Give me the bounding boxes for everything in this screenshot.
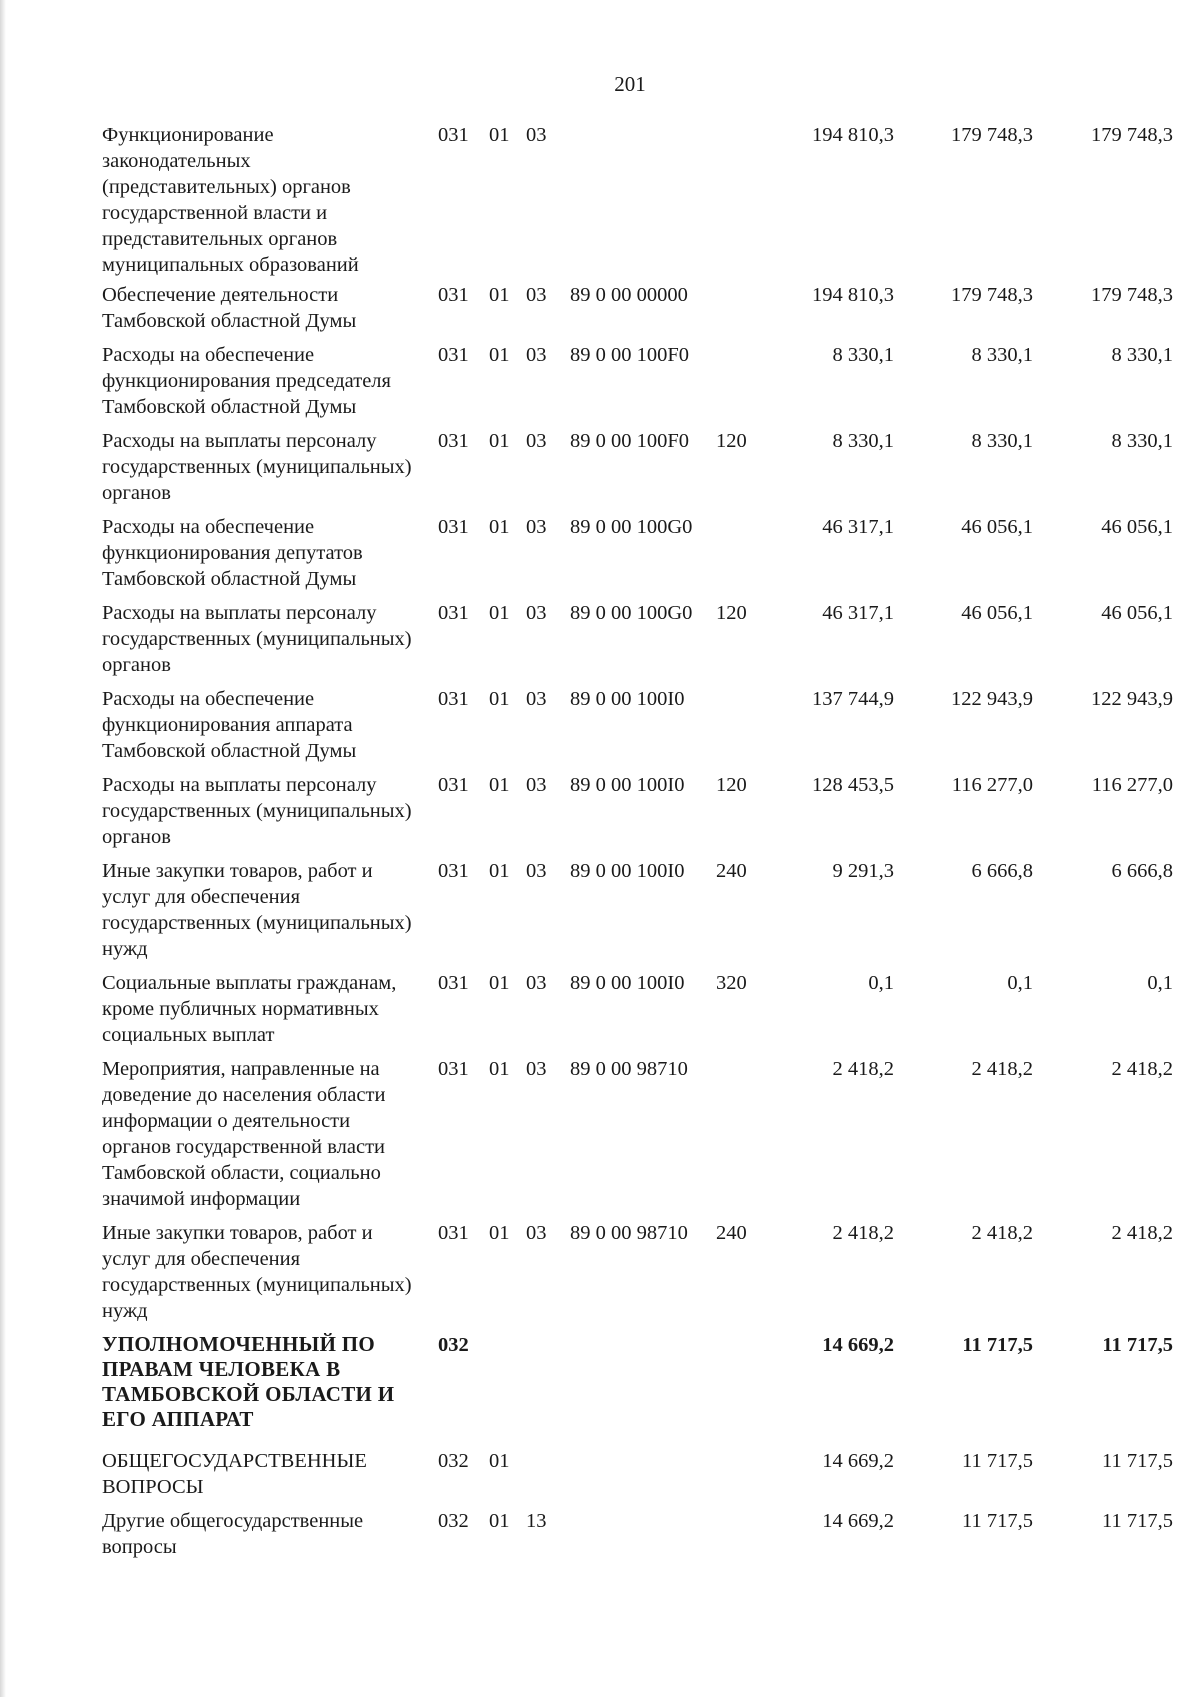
row-admin-code: 032 [438, 1334, 469, 1356]
row-amount-3: 2 418,2 [1111, 1222, 1173, 1244]
row-subsection: 03 [526, 430, 547, 452]
row-admin-code: 031 [438, 344, 469, 366]
row-amount-2: 0,1 [1007, 972, 1033, 994]
row-name: Расходы на выплаты персоналу государственных (муниципальных) органов [102, 774, 412, 848]
row-name: УПОЛНОМОЧЕННЫЙ ПО ПРАВАМ ЧЕЛОВЕКА В ТАМБОВСКОЙ ОБЛАСТИ И ЕГО АППАРАТ [102, 1332, 395, 1431]
row-subsection: 03 [526, 516, 547, 538]
row-expense-type: 240 [716, 1222, 747, 1244]
row-expense-type: 120 [716, 602, 747, 624]
row-amount-3: 6 666,8 [1111, 860, 1173, 882]
row-section: 01 [489, 972, 510, 994]
row-target-code: 89 0 00 100I0 [570, 774, 685, 796]
row-admin-code: 031 [438, 1058, 469, 1080]
row-section: 01 [489, 344, 510, 366]
row-target-code: 89 0 00 98710 [570, 1058, 688, 1080]
row-amount-1: 128 453,5 [812, 774, 894, 796]
row-name: Расходы на обеспечение функционирования председателя Тамбовской областной Думы [102, 344, 391, 418]
row-subsection: 13 [526, 1510, 547, 1532]
row-amount-2: 11 717,5 [962, 1510, 1033, 1532]
row-subsection: 03 [526, 688, 547, 710]
row-subsection: 03 [526, 774, 547, 796]
row-target-code: 89 0 00 100I0 [570, 972, 685, 994]
row-amount-3: 8 330,1 [1111, 430, 1173, 452]
row-name: Расходы на обеспечение функционирования аппарата Тамбовской областной Думы [102, 688, 357, 762]
row-amount-2: 46 056,1 [961, 516, 1033, 538]
row-amount-1: 2 418,2 [832, 1058, 894, 1080]
row-admin-code: 031 [438, 688, 469, 710]
row-amount-1: 9 291,3 [832, 860, 894, 882]
row-name: Расходы на выплаты персоналу государственных (муниципальных) органов [102, 430, 412, 504]
row-expense-type: 320 [716, 972, 747, 994]
row-section: 01 [489, 602, 510, 624]
row-expense-type: 240 [716, 860, 747, 882]
row-amount-2: 122 943,9 [951, 688, 1033, 710]
row-admin-code: 031 [438, 972, 469, 994]
row-target-code: 89 0 00 100F0 [570, 344, 690, 366]
page-number: 201 [614, 72, 646, 96]
row-amount-2: 2 418,2 [971, 1058, 1033, 1080]
row-target-code: 89 0 00 98710 [570, 1222, 688, 1244]
row-name: Иные закупки товаров, работ и услуг для обеспечения государственных (муниципальных) нужд [102, 860, 412, 960]
row-admin-code: 032 [438, 1450, 469, 1472]
row-amount-1: 194 810,3 [812, 284, 894, 306]
row-subsection: 03 [526, 344, 547, 366]
row-amount-2: 179 748,3 [951, 284, 1033, 306]
row-amount-2: 179 748,3 [951, 124, 1033, 146]
row-admin-code: 031 [438, 430, 469, 452]
row-target-code: 89 0 00 100I0 [570, 688, 685, 710]
row-subsection: 03 [526, 860, 547, 882]
row-amount-2: 6 666,8 [971, 860, 1033, 882]
row-target-code: 89 0 00 100G0 [570, 602, 693, 624]
row-subsection: 03 [526, 972, 547, 994]
row-section: 01 [489, 688, 510, 710]
row-section: 01 [489, 774, 510, 796]
row-name: Расходы на выплаты персоналу государственных (муниципальных) органов [102, 602, 412, 676]
row-amount-3: 8 330,1 [1111, 344, 1173, 366]
row-amount-1: 2 418,2 [832, 1222, 894, 1244]
row-subsection: 03 [526, 284, 547, 306]
row-subsection: 03 [526, 1222, 547, 1244]
row-subsection: 03 [526, 602, 547, 624]
row-amount-1: 46 317,1 [822, 516, 894, 538]
row-expense-type: 120 [716, 430, 747, 452]
row-admin-code: 031 [438, 602, 469, 624]
row-amount-2: 11 717,5 [962, 1334, 1033, 1356]
row-amount-3: 122 943,9 [1091, 688, 1173, 710]
row-amount-1: 14 669,2 [822, 1334, 894, 1356]
row-target-code: 89 0 00 100I0 [570, 860, 685, 882]
row-subsection: 03 [526, 1058, 547, 1080]
row-section: 01 [489, 284, 510, 306]
row-target-code: 89 0 00 100G0 [570, 516, 693, 538]
row-admin-code: 031 [438, 860, 469, 882]
row-amount-2: 8 330,1 [971, 344, 1033, 366]
row-amount-3: 11 717,5 [1102, 1334, 1173, 1356]
row-amount-3: 179 748,3 [1091, 284, 1173, 306]
row-section: 01 [489, 1450, 510, 1472]
row-section: 01 [489, 1222, 510, 1244]
row-amount-1: 14 669,2 [822, 1510, 894, 1532]
row-amount-2: 2 418,2 [971, 1222, 1033, 1244]
row-amount-1: 14 669,2 [822, 1450, 894, 1472]
row-amount-3: 46 056,1 [1101, 602, 1173, 624]
row-amount-1: 8 330,1 [832, 430, 894, 452]
row-name: Социальные выплаты гражданам, кроме публичных нормативных социальных выплат [102, 972, 397, 1046]
row-section: 01 [489, 1058, 510, 1080]
row-name: Другие общегосударственные вопросы [102, 1510, 364, 1558]
row-admin-code: 031 [438, 124, 469, 146]
row-admin-code: 032 [438, 1510, 469, 1532]
row-amount-3: 46 056,1 [1101, 516, 1173, 538]
row-amount-3: 116 277,0 [1091, 774, 1173, 796]
row-amount-1: 0,1 [868, 972, 894, 994]
row-name: Обеспечение деятельности Тамбовской областной Думы [102, 284, 357, 332]
row-name: Иные закупки товаров, работ и услуг для обеспечения государственных (муниципальных) нужд [102, 1222, 412, 1322]
row-name: Мероприятия, направленные на доведение до населения области информации о деятельности органов государственной власти Тамбовской области, социально значимой информации [102, 1058, 386, 1210]
row-target-code: 89 0 00 00000 [570, 284, 688, 306]
row-name: Расходы на обеспечение функционирования депутатов Тамбовской областной Думы [102, 516, 363, 590]
row-admin-code: 031 [438, 284, 469, 306]
row-amount-3: 0,1 [1147, 972, 1173, 994]
row-amount-1: 137 744,9 [812, 688, 894, 710]
row-amount-3: 179 748,3 [1091, 124, 1173, 146]
row-amount-2: 46 056,1 [961, 602, 1033, 624]
row-amount-3: 11 717,5 [1102, 1510, 1173, 1532]
row-section: 01 [489, 124, 510, 146]
row-amount-3: 11 717,5 [1102, 1450, 1173, 1472]
row-name: Функционирование законодательных (представительных) органов государственной власти и представительных органов муниципальных образований [102, 124, 359, 276]
row-amount-3: 2 418,2 [1111, 1058, 1173, 1080]
row-section: 01 [489, 430, 510, 452]
row-section: 01 [489, 1510, 510, 1532]
row-amount-2: 8 330,1 [971, 430, 1033, 452]
row-amount-2: 116 277,0 [951, 774, 1033, 796]
row-expense-type: 120 [716, 774, 747, 796]
row-section: 01 [489, 516, 510, 538]
row-admin-code: 031 [438, 1222, 469, 1244]
row-admin-code: 031 [438, 774, 469, 796]
row-amount-1: 46 317,1 [822, 602, 894, 624]
row-amount-1: 194 810,3 [812, 124, 894, 146]
row-target-code: 89 0 00 100F0 [570, 430, 690, 452]
row-section: 01 [489, 860, 510, 882]
row-admin-code: 031 [438, 516, 469, 538]
row-name: ОБЩЕГОСУДАРСТВЕННЫЕ ВОПРОСЫ [102, 1450, 367, 1498]
row-subsection: 03 [526, 124, 547, 146]
row-amount-2: 11 717,5 [962, 1450, 1033, 1472]
row-amount-1: 8 330,1 [832, 344, 894, 366]
